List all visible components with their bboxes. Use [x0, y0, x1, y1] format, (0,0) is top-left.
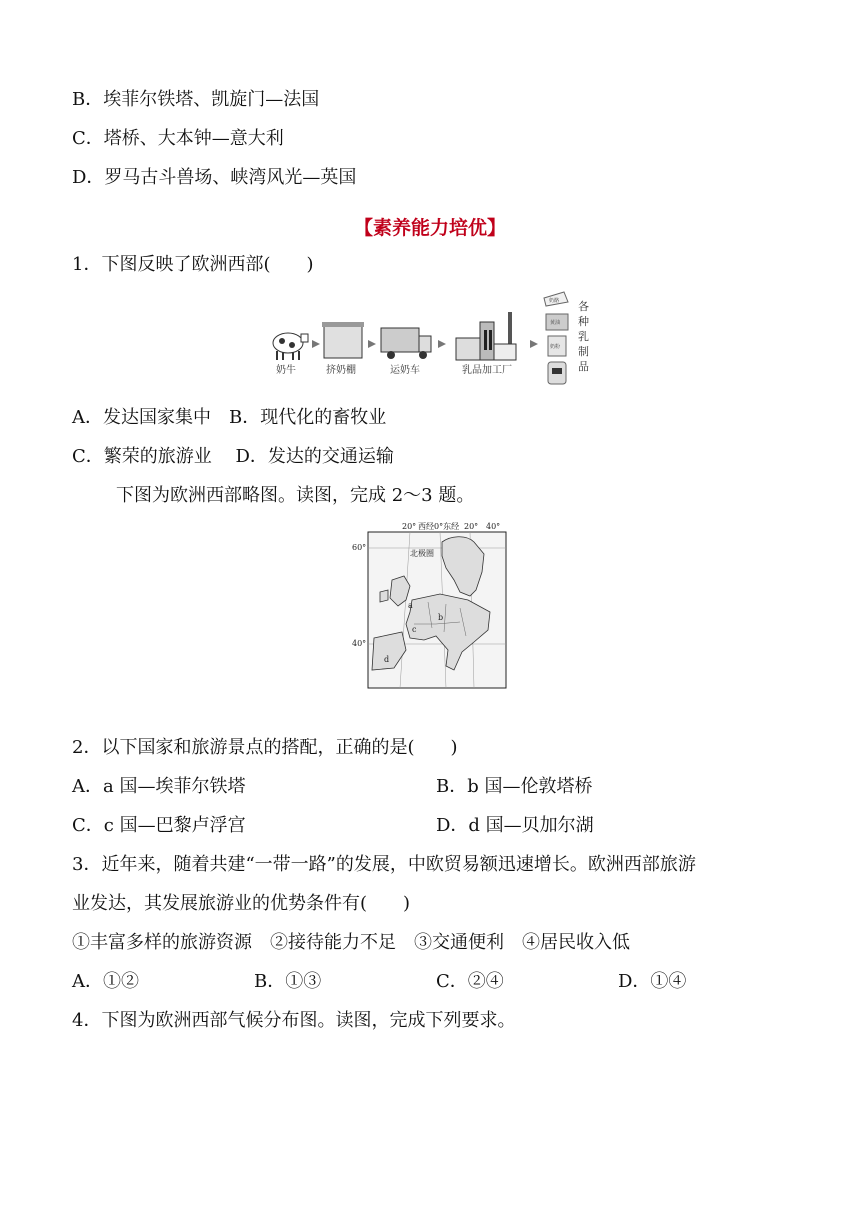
western-europe-map — [350, 520, 510, 692]
q2-option-b: B．b 国—伦敦塔桥 — [436, 776, 593, 797]
q3-stem-line1: 3．近年来，随着共建“一带一路”的发展，中欧贸易额迅速增长。欧洲西部旅游 — [72, 854, 696, 875]
intro-2-3: 下图为欧洲西部略图。读图，完成 2～3 题。 — [116, 485, 475, 506]
q3-stem-line2: 业发达，其发展旅游业的优势条件有( ) — [72, 893, 411, 914]
arrow-icon — [368, 340, 376, 348]
lon-label: 西经0°东经 — [418, 522, 460, 531]
products-label-char: 各 — [578, 300, 589, 313]
arrow-icon — [312, 340, 320, 348]
option-c-prev: C．塔桥、大本钟—意大利 — [72, 128, 284, 149]
q2-stem: 2．以下国家和旅游景点的搭配，正确的是( ) — [72, 737, 458, 758]
q4-stem: 4．下图为欧洲西部气候分布图。读图，完成下列要求。 — [72, 1010, 516, 1031]
flow-label-shed: 挤奶棚 — [326, 365, 356, 376]
products-label-char: 品 — [578, 360, 589, 373]
dairy-flow-figure — [268, 288, 598, 388]
q1-options-row2: C．繁荣的旅游业 D．发达的交通运输 — [72, 446, 394, 467]
lat-label: 40° — [352, 639, 367, 648]
lat-label: 60° — [352, 543, 367, 552]
products-label-char: 制 — [578, 345, 589, 358]
milking-shed-icon — [322, 322, 364, 358]
map-letter-d: d — [384, 655, 390, 664]
flow-label-truck: 运奶车 — [390, 365, 420, 376]
q2-option-c: C．c 国—巴黎卢浮宫 — [72, 815, 246, 836]
dairy-products-icon — [544, 292, 568, 384]
lon-label: 20° — [464, 522, 479, 531]
section-heading: 【素养能力培优】 — [353, 217, 506, 239]
q3-option-c: C．②④ — [436, 971, 504, 992]
q1-stem: 1．下图反映了欧洲西部( ) — [72, 254, 314, 275]
q3-conditions: ①丰富多样的旅游资源 ②接待能力不足 ③交通便利 ④居民收入低 — [72, 932, 630, 953]
products-label-char: 种 — [578, 315, 589, 328]
q3-option-b: B．①③ — [254, 971, 322, 992]
q2-option-d: D．d 国—贝加尔湖 — [436, 815, 594, 836]
option-b-prev: B．埃菲尔铁塔、凯旋门—法国 — [72, 89, 320, 110]
milk-truck-icon — [381, 328, 431, 359]
q3-option-a: A．①② — [72, 971, 139, 992]
map-letter-c: c — [412, 625, 417, 634]
cow-icon — [273, 333, 308, 360]
product-tag-milk-powder: 奶粉 — [550, 344, 561, 350]
map-letter-a: a — [408, 601, 413, 610]
option-d-prev: D．罗马古斗兽场、峡湾风光—英国 — [72, 167, 357, 188]
products-label-char: 乳 — [578, 330, 589, 343]
lon-label: 40° — [486, 522, 501, 531]
lon-label: 20° — [402, 522, 417, 531]
q1-options-row1: A．发达国家集中 B．现代化的畜牧业 — [72, 407, 387, 428]
flow-label-factory: 乳品加工厂 — [462, 365, 512, 376]
flow-label-cow: 奶牛 — [276, 365, 296, 376]
factory-icon — [456, 312, 516, 360]
product-tag-butter: 黄油 — [550, 320, 561, 326]
q3-option-d: D．①④ — [618, 971, 687, 992]
product-tag-cheese: 奶酪 — [549, 298, 560, 304]
arctic-circle-label: 北极圈 — [410, 549, 434, 558]
arrow-icon — [530, 340, 538, 348]
map-letter-b: b — [438, 613, 444, 622]
q2-option-a: A．a 国—埃菲尔铁塔 — [72, 776, 246, 797]
arrow-icon — [438, 340, 446, 348]
